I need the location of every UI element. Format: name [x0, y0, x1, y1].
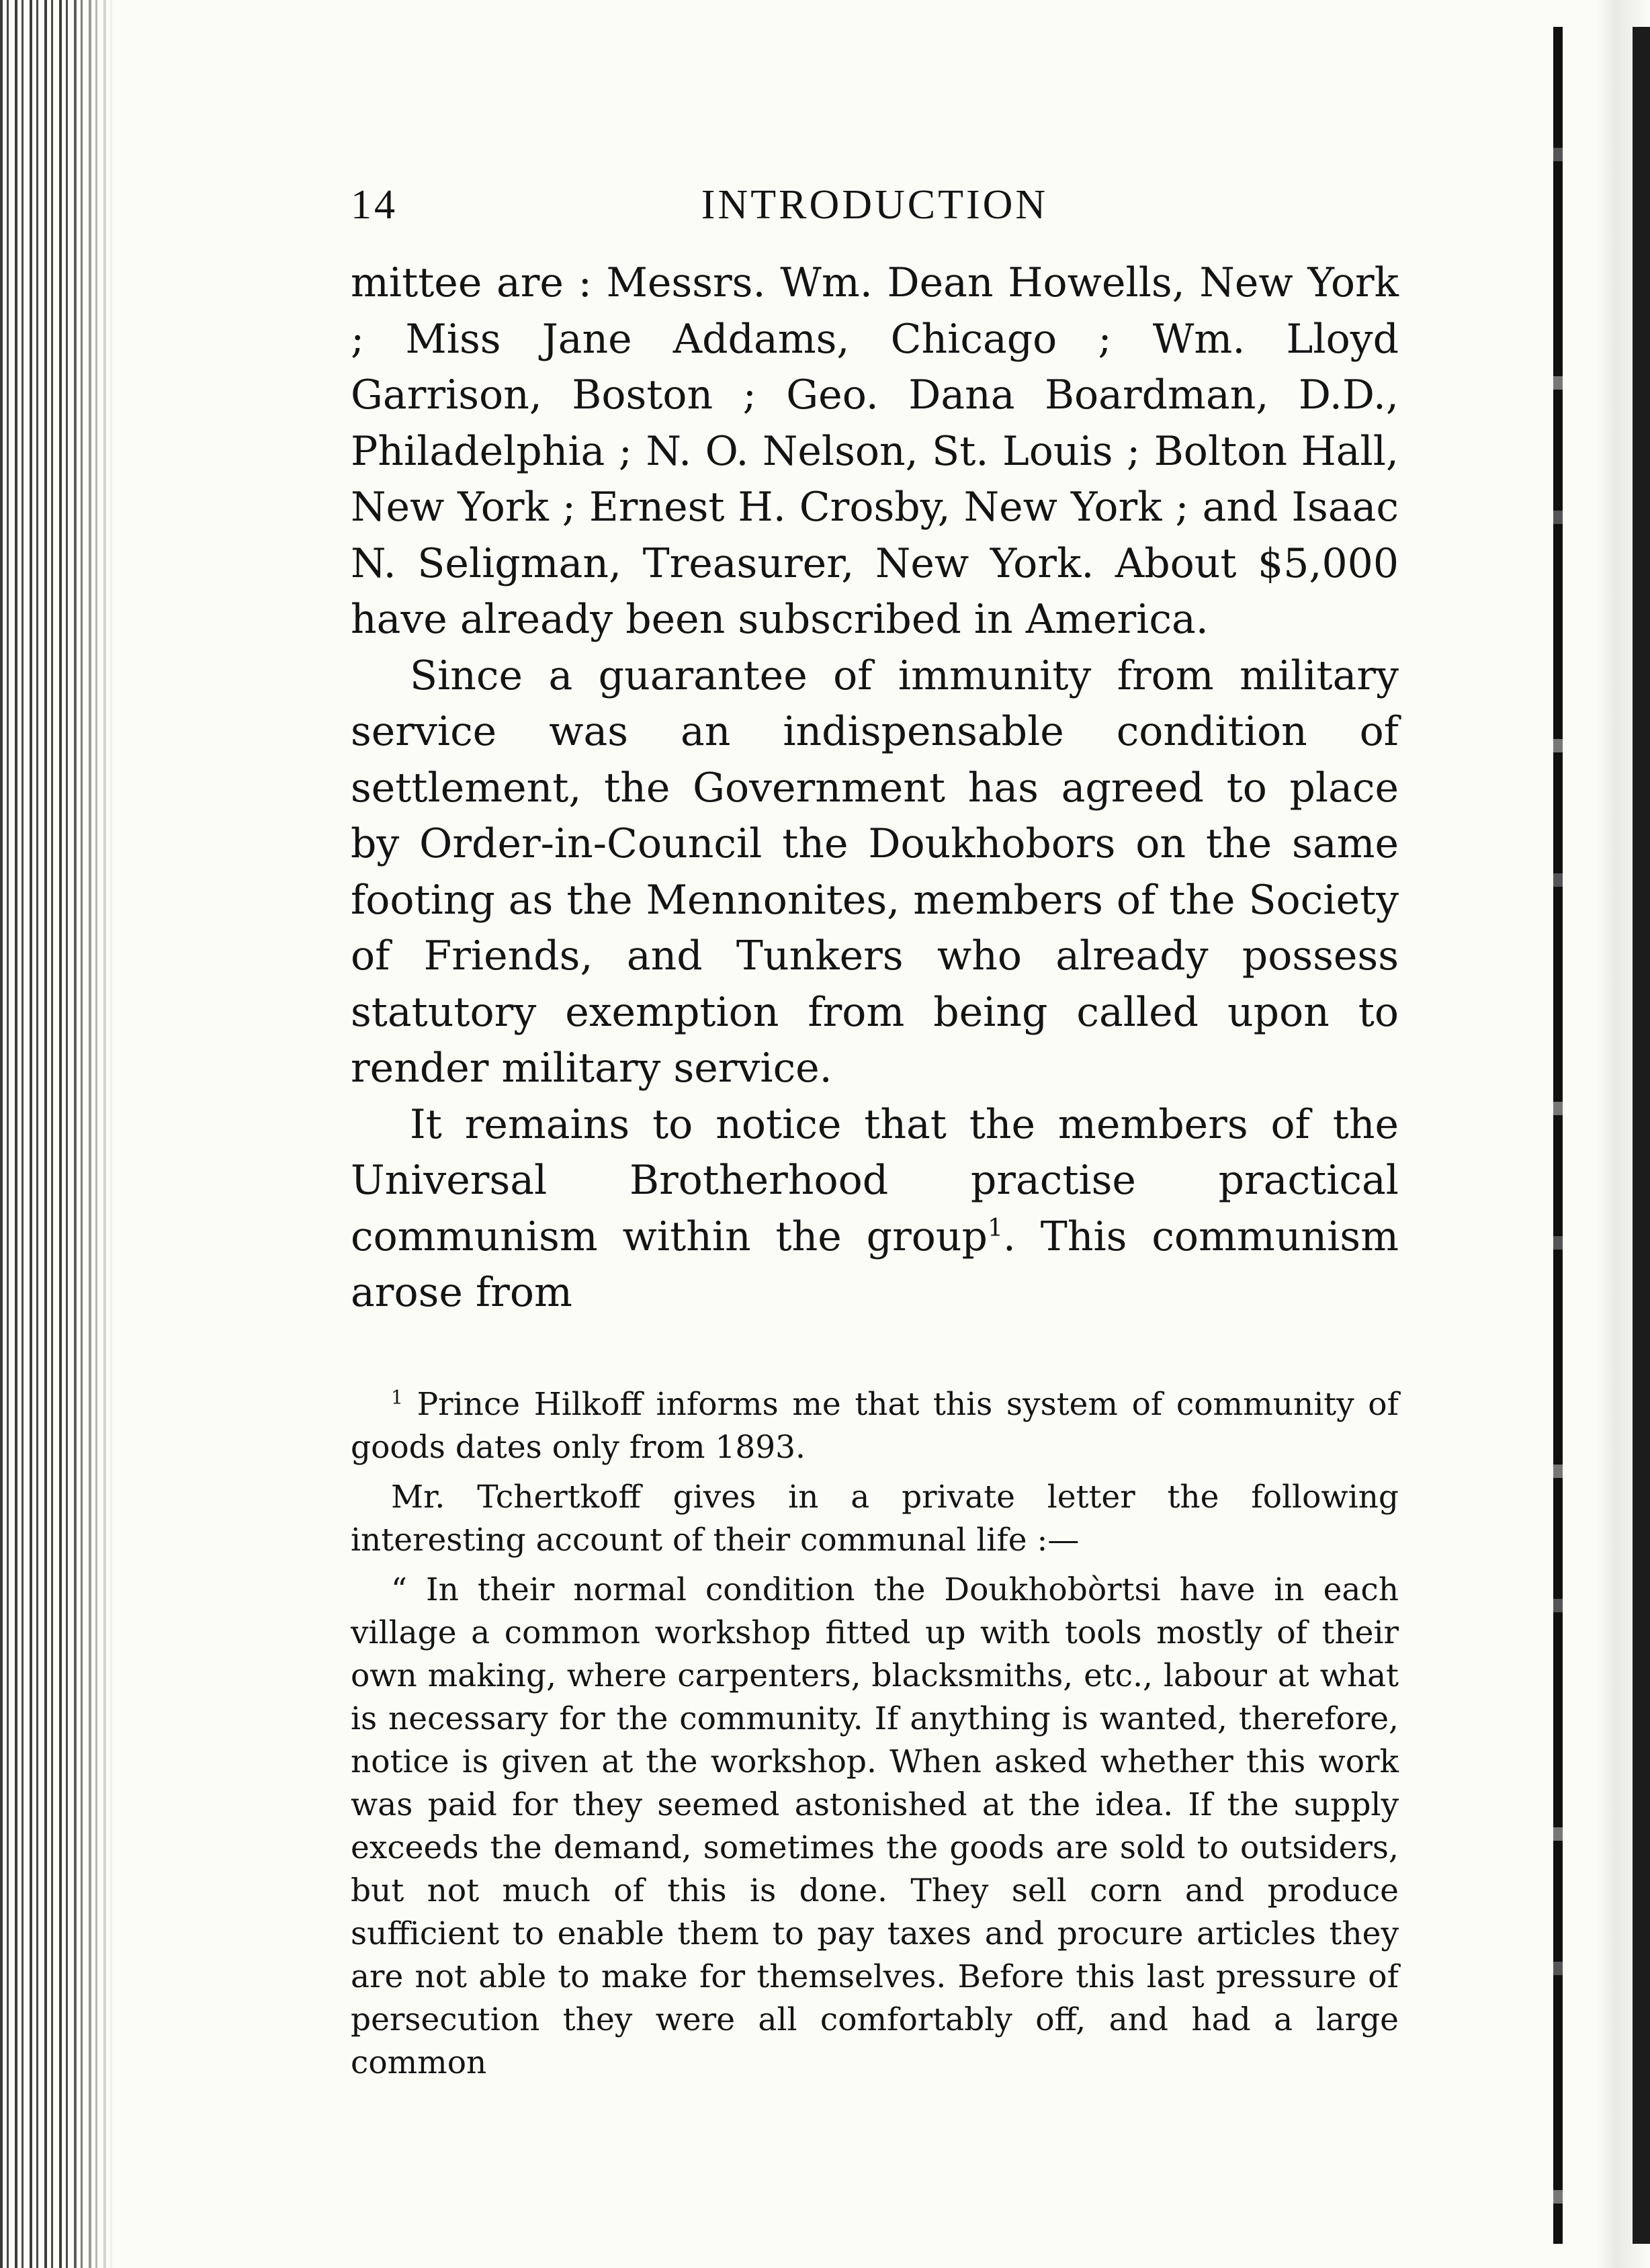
body-paragraph-3	[351, 1097, 1399, 1321]
footnote-paragraph-3: “ In their normal condition the Doukhobòrtsi have in each village a common workshop fitted up with tools mostly of their own making, where carpenters, blacksmiths, etc., labour at what is necessary for the community. If anything is wanted, therefore, notice is given at the workshop. When asked whether this work was paid for they seemed astonished at the idea. If the supply exceeds the demand, sometimes the goods are sold to outsiders, but not much of this is done. They sell corn and produce sufficient to enable them to pay taxes and procure articles they are not able to make for themselves. Before this last pressure of persecution they were all comfortably off, and had a large common	[351, 1571, 1399, 2081]
footnote-ref-1: 1	[987, 1214, 1003, 1242]
page-edge-line	[1553, 27, 1563, 2244]
footnote-1-text: Prince Hilkoff informs me that this system of community of goods dates only from 1893.	[351, 1385, 1399, 1466]
page-edge-shadow	[1633, 27, 1650, 2244]
footnotes	[351, 1383, 1399, 2085]
running-head: INTRODUCTION	[701, 182, 1049, 228]
footnote-1	[351, 1383, 1399, 1469]
text-block	[351, 181, 1399, 2085]
body-paragraph-3-text: It remains to notice that the members of the Universal Brotherhood practise practical communism within the group	[351, 1100, 1399, 1260]
page-header	[351, 181, 1399, 255]
binding-edge	[0, 0, 114, 2268]
body-paragraph-2: Since a guarantee of immunity from military service was an indispensable condition of settlement, the Government has agreed to place by Order-in-Council the Doukhobors on the same footing as the Mennonites, members of the Society of Friends, and Tunkers who already possess statutory exemption from being called upon to render military service.	[351, 652, 1399, 1092]
body-text	[351, 255, 1399, 1321]
page-number: 14	[351, 182, 398, 228]
footnote-1-marker: 1	[391, 1385, 403, 1408]
page-edge	[1516, 0, 1650, 2268]
body-paragraph-1: mittee are : Messrs. Wm. Dean Howells, New York ; Miss Jane Addams, Chicago ; Wm. Lloyd Garrison, Boston ; Geo. Dana Boardman, D.D., Philadelphia ; N. O. Nelson, St. Louis ; Bolton Hall, New York ; Ernest H. Crosby, New York ; and Isaac N. Seligman, Treasurer, New York. About $5,000 have already been subscribed in America.	[351, 259, 1399, 643]
body-paragraph-3-end: . This communism arose from	[351, 1213, 1399, 1316]
footnote-paragraph-2: Mr. Tchertkoff gives in a private letter the following interesting account of their communal life :—	[351, 1478, 1399, 1559]
